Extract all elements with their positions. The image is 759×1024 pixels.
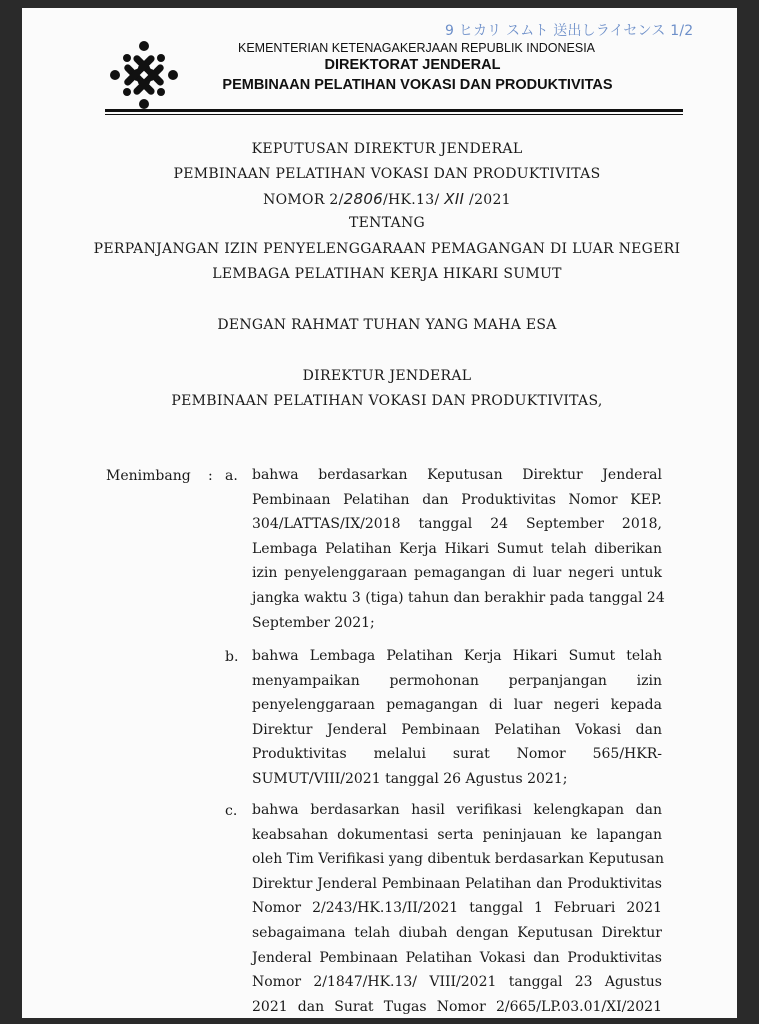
decree-title: KEPUTUSAN DIREKTUR JENDERAL	[251, 141, 523, 157]
decree-subject-line2: LEMBAGA PELATIHAN KERJA HIKARI SUMUT	[212, 266, 562, 282]
text-line: Produktivitas melalui surat Nomor 565/HKR-	[252, 746, 662, 763]
consideration-a	[252, 463, 665, 635]
consideration-c	[252, 798, 665, 1018]
letterhead-rule-thin	[105, 114, 683, 115]
decree-subject-line1: PERPANJANGAN IZIN PENYELENGGARAAN PEMAGANGAN DI LUAR NEGERI	[93, 241, 681, 257]
text-line: menyampaikan permohonan perpanjangan izin	[252, 672, 662, 689]
kop-ministry: KEMENTERIAN KETENAGAKERJAAN REPUBLIK INDONESIA	[237, 41, 596, 55]
document-page	[22, 8, 737, 1018]
decree-number	[62, 190, 712, 208]
kop-division: PEMBINAAN PELATIHAN VOKASI DAN PRODUKTIVITAS	[222, 77, 613, 93]
text-line: 304/LATTAS/IX/2018 tanggal 24 September 2018,	[252, 516, 662, 533]
rahmat-line: DENGAN RAHMAT TUHAN YANG MAHA ESA	[217, 317, 557, 333]
kop-directorate: DIREKTORAT JENDERAL	[324, 57, 501, 73]
text-line: oleh Tim Verifikasi yang dibentuk berdasarkan Keputusan	[252, 851, 665, 868]
menimbang-colon: :	[208, 468, 213, 484]
nomor-year: /2021	[469, 192, 511, 208]
text-line: bahwa Lembaga Pelatihan Kerja Hikari Sumut telah	[252, 648, 662, 664]
text-line: Lembaga Pelatihan Kerja Hikari Sumut telah diberikan	[252, 540, 662, 557]
text-line: penyelenggaraan pemagangan di luar negeri kepada	[252, 697, 662, 714]
text-line: Direktur Jenderal Pembinaan Pelatihan dan Produktivitas	[252, 875, 662, 892]
item-letter-b: b.	[225, 649, 239, 665]
text-line: 2021 dan Surat Tugas Nomor 2/665/LP.03.01/XI/2021	[252, 998, 662, 1015]
text-line: Nomor 2/243/HK.13/II/2021 tanggal 1 Februari 2021	[252, 900, 662, 917]
nomor-handwritten-month: XII	[444, 190, 465, 208]
text-line: SUMUT/VIII/2021 tanggal 26 Agustus 2021;	[252, 770, 568, 787]
text-line: Direktur Jenderal Pembinaan Pelatihan Vokasi dan	[252, 721, 662, 738]
consideration-b	[252, 644, 662, 792]
text-line: keabsahan dokumentasi serta peninjauan ke lapangan	[252, 826, 662, 843]
item-letter-a: a.	[225, 468, 238, 484]
text-line: sebagaimana telah diubah dengan Keputusan Direktur	[252, 924, 662, 941]
tentang-label: TENTANG	[348, 215, 426, 231]
dirjen-line2: PEMBINAAN PELATIHAN VOKASI DAN PRODUKTIVITAS,	[171, 393, 603, 409]
text-line: Nomor 2/1847/HK.13/ VIII/2021 tanggal 23 Agustus	[252, 974, 662, 991]
text-line: bahwa berdasarkan hasil verifikasi kelengkapan dan	[252, 802, 662, 818]
text-line: izin penyelenggaraan pemagangan di luar negeri untuk	[252, 565, 662, 582]
dirjen-line1: DIREKTUR JENDERAL	[302, 368, 472, 384]
menimbang-label: Menimbang	[106, 468, 191, 484]
text-line: Jenderal Pembinaan Pelatihan Vokasi dan Produktivitas	[252, 949, 662, 966]
text-line: bahwa berdasarkan Keputusan Direktur Jenderal	[252, 467, 662, 483]
text-line: jangka waktu 3 (tiga) tahun dan berakhir pada tanggal 24	[252, 589, 665, 606]
nomor-handwritten-number: 2806	[343, 190, 384, 208]
letterhead-rule-thick	[105, 109, 683, 112]
nomor-prefix: NOMOR 2/	[263, 192, 344, 208]
text-line: Pembinaan Pelatihan dan Produktivitas Nomor KEP.	[252, 491, 662, 508]
text-line: September 2021;	[252, 614, 375, 631]
nomor-code: /HK.13/	[383, 192, 440, 208]
item-letter-c: c.	[225, 803, 238, 819]
fax-header: 9 ヒカリ スムト 送出しライセンス 1/2	[445, 23, 694, 39]
decree-issuer: PEMBINAAN PELATIHAN VOKASI DAN PRODUKTIVITAS	[173, 166, 601, 182]
